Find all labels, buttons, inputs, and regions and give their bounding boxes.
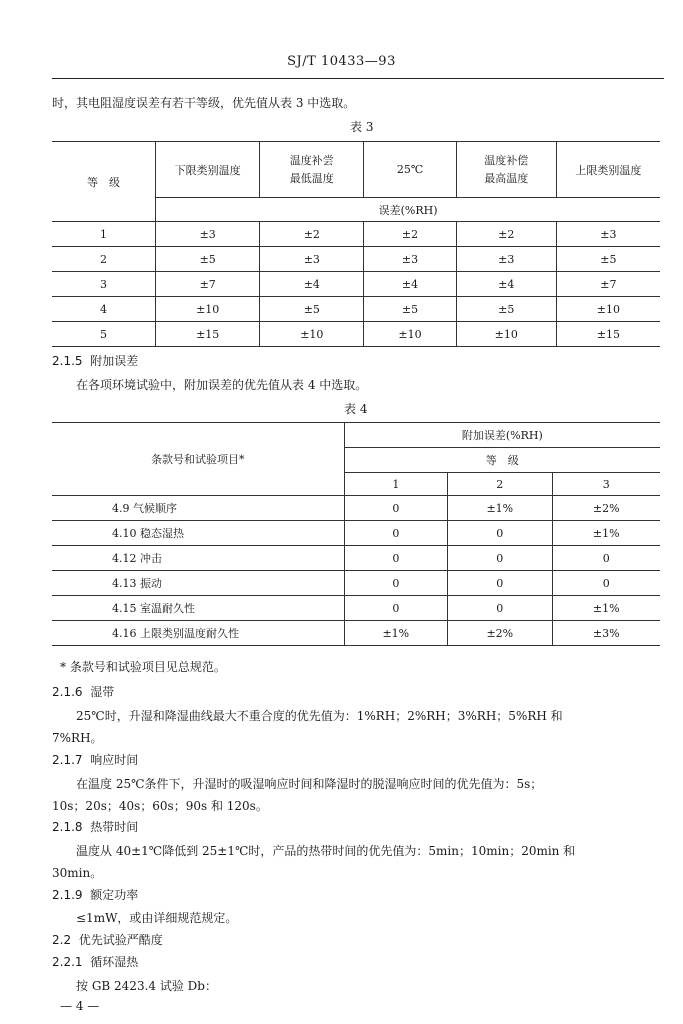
table-row: 4.9 气候顺序 0 ±1% ±2% [52, 496, 660, 521]
t3-col-low: 下限类别温度 [156, 142, 260, 198]
section-2-1-9: 2.1.9 额定功率 [52, 888, 139, 902]
section-2-1-5-text: 在各项环境试验中，附加误差的优先值从表 4 中选取。 [76, 378, 368, 392]
section-2-1-8: 2.1.8 热带时间 [52, 820, 139, 834]
table-row: 3 ±7 ±4 ±4 ±4 ±7 [52, 272, 660, 297]
section-2-1-7-line2: 10s；20s；40s；60s；90s 和 120s。 [52, 799, 268, 813]
table4-title: 表 4 [344, 402, 368, 416]
table-4: 条款号和试验项目* 附加误差(%RH) 等 级 1 2 3 4.9 气候顺序 0 ±1% ±2% 4.10 稳态湿热 0 0 ±1% 4.12 冲击 0 0 0 4.13 振动 0 0 0 4.15 室温耐久性 0 0 ±1% 4.16 上限类别温度耐久性 ±1% ±2% ±3% [52, 422, 660, 646]
t3-col-temp-comp-low: 温度补尝 最低温度 [260, 142, 364, 198]
t3-col-high: 上限类别温度 [556, 142, 660, 198]
t4-col-grade: 等 级 [344, 448, 660, 473]
table3-title: 表 3 [350, 120, 374, 134]
table-row: 4 ±10 ±5 ±5 ±5 ±10 [52, 297, 660, 322]
section-2-1-5: 2.1.5 附加误差 [52, 354, 139, 368]
section-2-1-8-line2: 30min。 [52, 866, 103, 880]
section-2-1-9-text: ≤1mW，或由详细规范规定。 [76, 911, 238, 925]
t3-col-grade: 等 级 [52, 142, 156, 222]
section-2-2-1-text: 按 GB 2423.4 试验 Db： [76, 979, 217, 993]
page-number: — 4 — [60, 999, 100, 1013]
t4-col-item: 条款号和试验项目* [52, 423, 344, 496]
t3-error-label: 误差(%RH) [156, 198, 660, 222]
table-row: 5 ±15 ±10 ±10 ±10 ±15 [52, 322, 660, 347]
section-2-1-6: 2.1.6 湿带 [52, 685, 115, 699]
t4-col-extra: 附加误差(%RH) [344, 423, 660, 448]
section-2-1-7: 2.1.7 响应时间 [52, 753, 139, 767]
intro-text: 时，其电阻湿度误差有若干等级，优先值从表 3 中选取。 [52, 96, 356, 110]
t3-col-temp-comp-high: 温度补偿 最高温度 [456, 142, 556, 198]
table-row: 4.16 上限类别温度耐久性 ±1% ±2% ±3% [52, 621, 660, 646]
table-row: 1 ±3 ±2 ±2 ±2 ±3 [52, 222, 660, 247]
section-2-2-1: 2.2.1 循环湿热 [52, 955, 139, 969]
section-2-1-6-line2: 7%RH。 [52, 731, 103, 745]
header-rule [52, 78, 664, 79]
table4-footnote: * 条款号和试验项目见总规范。 [60, 660, 226, 674]
table-row: 2 ±5 ±3 ±3 ±3 ±5 [52, 247, 660, 272]
section-2-1-6-line1: 25℃时，升湿和降湿曲线最大不重合度的优先值为：1%RH；2%RH；3%RH；5%RH 和 [76, 709, 563, 723]
section-2-1-8-line1: 温度从 40±1℃降低到 25±1℃时，产品的热带时间的优先值为：5min；10min；20min 和 [76, 844, 576, 858]
table-row: 4.12 冲击 0 0 0 [52, 546, 660, 571]
table-row: 4.10 稳态湿热 0 0 ±1% [52, 521, 660, 546]
section-2-1-7-line1: 在温度 25℃条件下，升湿时的吸湿响应时间和降湿时的脱湿响应时间的优先值为：5s； [76, 777, 543, 791]
table-row: 4.15 室温耐久性 0 0 ±1% [52, 596, 660, 621]
table-3 [52, 141, 660, 347]
doc-header: SJ/T 10433—93 [287, 54, 396, 69]
t3-col-25: 25℃ [364, 142, 456, 198]
table-row: 4.13 振动 0 0 0 [52, 571, 660, 596]
section-2-2: 2.2 优先试验严酷度 [52, 933, 163, 947]
